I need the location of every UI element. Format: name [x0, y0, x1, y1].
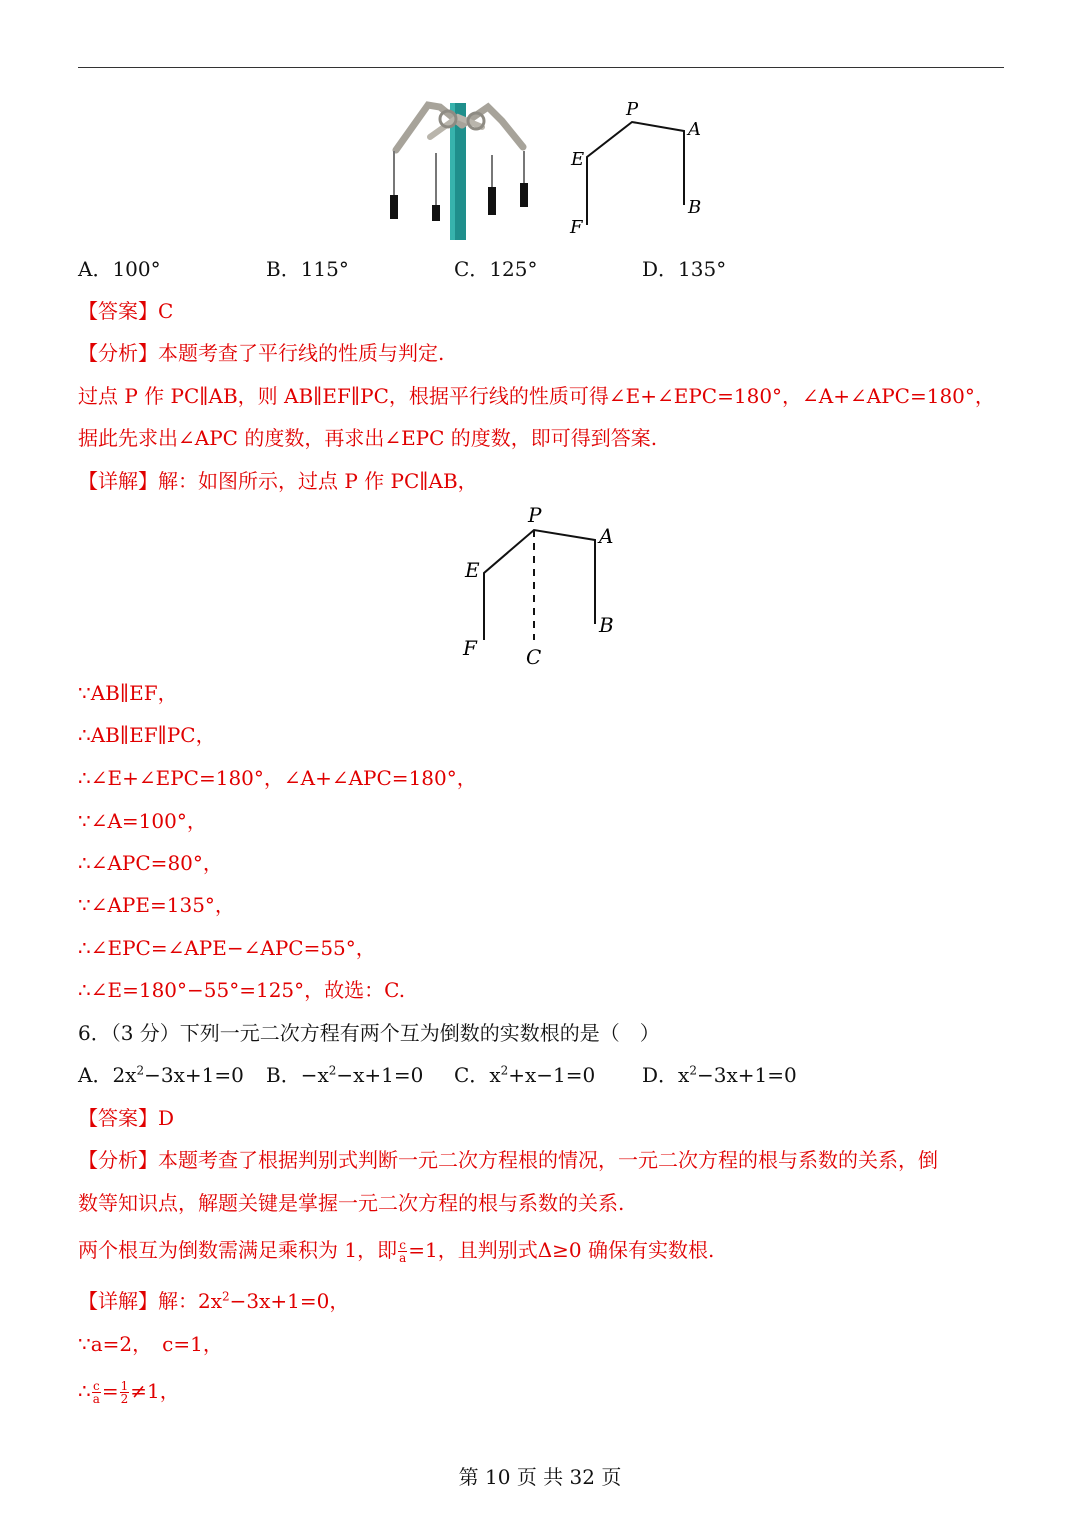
q6-analysis-line1: 【分析】本题考查了根据判别式判断一元二次方程根的情况，一元二次方程的根与系数的关系，倒: [78, 1148, 938, 1172]
step: ∴∠APC=80°，: [78, 851, 223, 875]
step: ∵∠APE=135°，: [78, 893, 235, 917]
q6-option-b: B．$-x^2-x+1=0$: [266, 1063, 424, 1087]
q6-option-c: C．$x^2+x-1=0$: [454, 1063, 596, 1087]
q6-option-d: D．$x^2-3x+1=0$: [642, 1063, 797, 1087]
q6-analysis-line3: 两个根互为倒数需满足乘积为 1，即 $\frac{c}{a}$ =1，且判别式Δ≥0 确保有实数根.: [78, 1238, 715, 1265]
q6-analysis-line2: 数等知识点，解题关键是掌握一元二次方程的根与系数的关系.: [78, 1191, 625, 1215]
q5-detail: 【详解】解：如图所示，过点 P 作 PC∥AB，: [78, 469, 478, 493]
label-f: F: [570, 217, 583, 238]
q5-analysis-line1: 过点 P 作 PC∥AB，则 AB∥EF∥PC，根据平行线的性质可得∠E+∠EPC=180°，∠A+∠APC=180°，: [78, 384, 995, 408]
label-a: A: [688, 119, 701, 140]
step: ∴∠E+∠EPC=180°，∠A+∠APC=180°，: [78, 766, 477, 790]
label-e: E: [465, 558, 480, 582]
q6-answer: 【答案】D: [78, 1106, 175, 1130]
q5-analysis: 【分析】本题考查了平行线的性质与判定.: [78, 341, 445, 365]
header-rule: [78, 67, 1004, 68]
fraction-c-over-a: $\frac{c}{a}$: [92, 1379, 100, 1406]
page-footer: 第 10 页 共 32 页: [458, 1465, 622, 1489]
label-a: A: [599, 524, 614, 548]
q6-option-a: A．$2x^2-3x+1=0$: [78, 1063, 244, 1087]
label-b: B: [599, 613, 614, 637]
label-p: P: [626, 99, 639, 120]
option-d: D．135°: [642, 257, 727, 281]
geometry-figure-2: [455, 500, 635, 675]
label-b: B: [688, 197, 702, 218]
step: ∴∠E=180°−55°=125°，故选：C.: [78, 978, 406, 1002]
q6-detail: 【详解】解：$2x^2-3x+1=0$，: [78, 1289, 350, 1313]
fitness-equipment-photo: [378, 95, 538, 240]
step: ∴AB∥EF∥PC，: [78, 723, 216, 747]
q6-question: 6．（3 分）下列一元二次方程有两个互为倒数的实数根的是（ ）: [78, 1021, 660, 1045]
step: ∴∠EPC=∠APE−∠APC=55°，: [78, 936, 376, 960]
option-b: B．115°: [266, 257, 349, 281]
label-e: E: [571, 149, 585, 170]
label-p: P: [528, 503, 542, 527]
step: ∵AB∥EF，: [78, 681, 178, 705]
q6-step2: ∴ $\frac{c}{a}$ = $\frac{1}{2}$ ≠1，: [78, 1379, 180, 1406]
option-c: C．125°: [454, 257, 538, 281]
label-f: F: [463, 636, 477, 660]
geometry-figure-1: [560, 95, 710, 240]
label-c: C: [526, 645, 542, 669]
q6-step1: ∵a=2， c=1，: [78, 1332, 223, 1356]
q5-analysis-line2: 据此先求出∠APC 的度数，再求出∠EPC 的度数，即可得到答案.: [78, 426, 658, 450]
fraction-c-over-a: $\frac{c}{a}$: [399, 1238, 407, 1265]
q5-answer: 【答案】C: [78, 299, 174, 323]
option-a: A．100°: [78, 257, 161, 281]
fraction-one-half: $\frac{1}{2}$: [120, 1379, 129, 1406]
step: ∵∠A=100°，: [78, 809, 207, 833]
